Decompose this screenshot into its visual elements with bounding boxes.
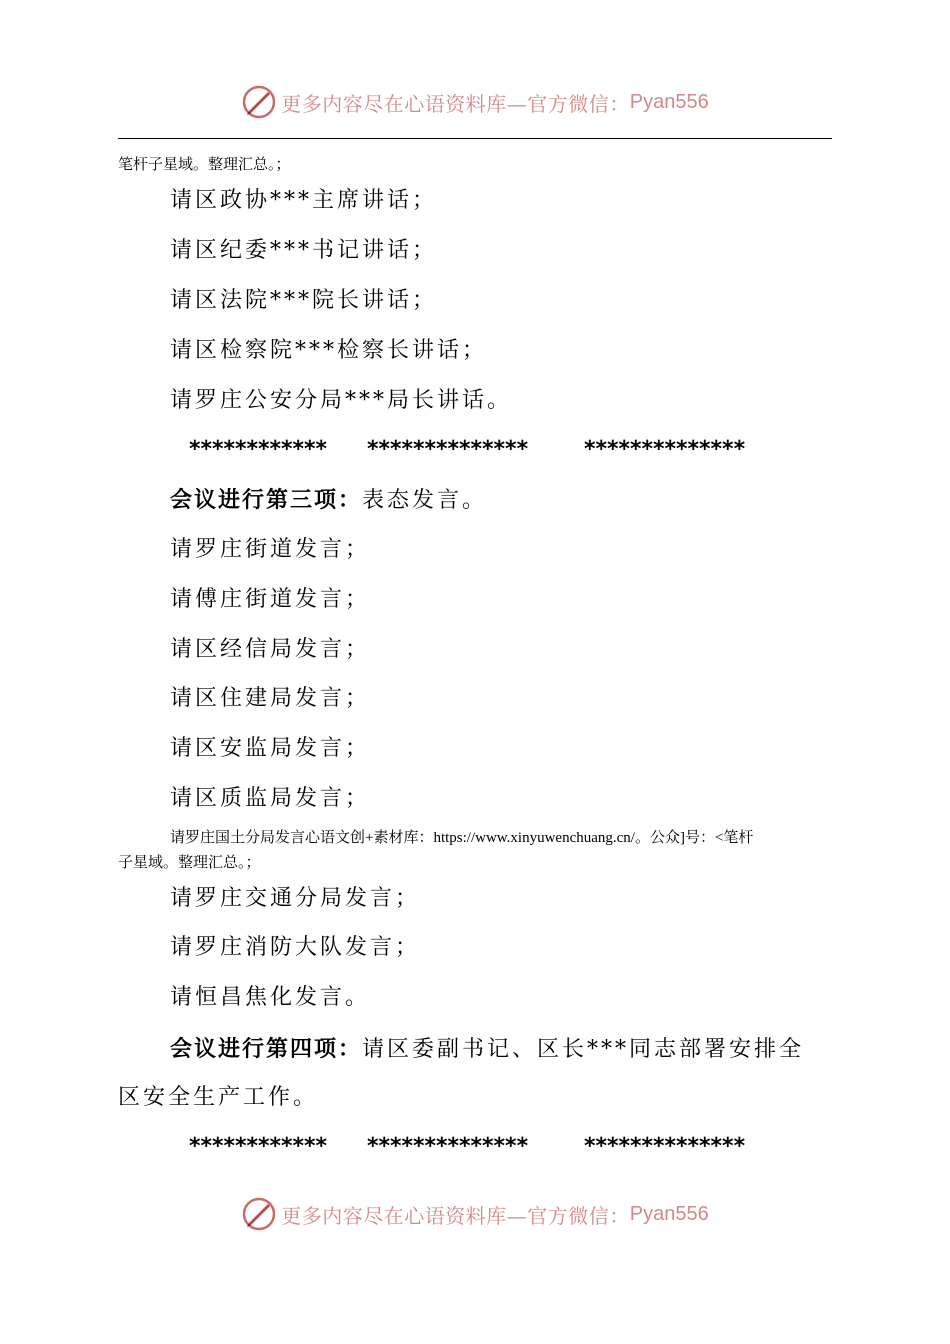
- item4-text: 请区委副书记、区长***同志部署安排全: [362, 1037, 805, 1062]
- separator-stars: **************: [584, 1134, 746, 1159]
- header-rule: [118, 138, 832, 139]
- statement-line: 请区经信局发言；: [170, 637, 371, 662]
- header-banner: [0, 80, 950, 124]
- item4-heading: 会议进行第四项：: [170, 1036, 363, 1062]
- item4-paragraph: [170, 1034, 804, 1064]
- separator-stars: ************: [189, 1134, 328, 1159]
- banner-text: 更多内容尽在心语资料库—官方微信：: [281, 91, 630, 116]
- speech-line: 请区检察院***检察长讲话；: [170, 338, 488, 363]
- statement-line: 请罗庄消防大队发言；: [170, 935, 421, 960]
- statement-line: 请区安监局发言；: [170, 736, 371, 761]
- statement-line: 请罗庄街道发言；: [170, 537, 371, 562]
- banner-handle: Pyan556: [629, 90, 709, 113]
- banner-handle: Pyan556: [629, 1202, 709, 1225]
- separator-stars: ************: [189, 437, 328, 462]
- separator: [0, 437, 950, 467]
- statement-line: 请区质监局发言；: [170, 786, 371, 811]
- top-note: 笔杆子星域。整理汇总。；: [118, 157, 291, 173]
- footer-banner: [0, 1192, 950, 1236]
- speech-line: 请区纪委***书记讲话；: [170, 238, 438, 263]
- pen-logo-icon: [241, 1196, 277, 1232]
- statement-line: 请区住建局发言；: [170, 686, 371, 711]
- statement-line: 请恒昌焦化发言。: [170, 985, 371, 1010]
- speech-line: 请区法院***院长讲话；: [170, 288, 438, 313]
- statement-line: 请傅庄街道发言；: [170, 587, 371, 612]
- speech-line: 请罗庄公安分局***局长讲话。: [170, 388, 513, 413]
- pen-logo-icon: [241, 84, 277, 120]
- item3-paragraph: [170, 485, 487, 515]
- item3-heading: 会议进行第三项：: [170, 487, 363, 513]
- mid-note-line2: 子星域。整理汇总。；: [118, 855, 261, 871]
- separator: [0, 1134, 950, 1164]
- separator-stars: **************: [367, 437, 529, 462]
- separator-stars: **************: [367, 1134, 529, 1159]
- separator-stars: **************: [584, 437, 746, 462]
- statement-line: 请罗庄交通分局发言；: [170, 886, 421, 911]
- item4-text-continued: 区安全生产工作。: [118, 1085, 319, 1110]
- mid-note-line1: 请罗庄国土分局发言心语文创+素材库：https://www.xinyuwenchuang.cn/。公众]号：<笔杆: [170, 830, 754, 846]
- item3-text: 表态发言。: [362, 488, 488, 513]
- banner-text: 更多内容尽在心语资料库—官方微信：: [281, 1203, 630, 1228]
- speech-line: 请区政协***主席讲话；: [170, 188, 438, 213]
